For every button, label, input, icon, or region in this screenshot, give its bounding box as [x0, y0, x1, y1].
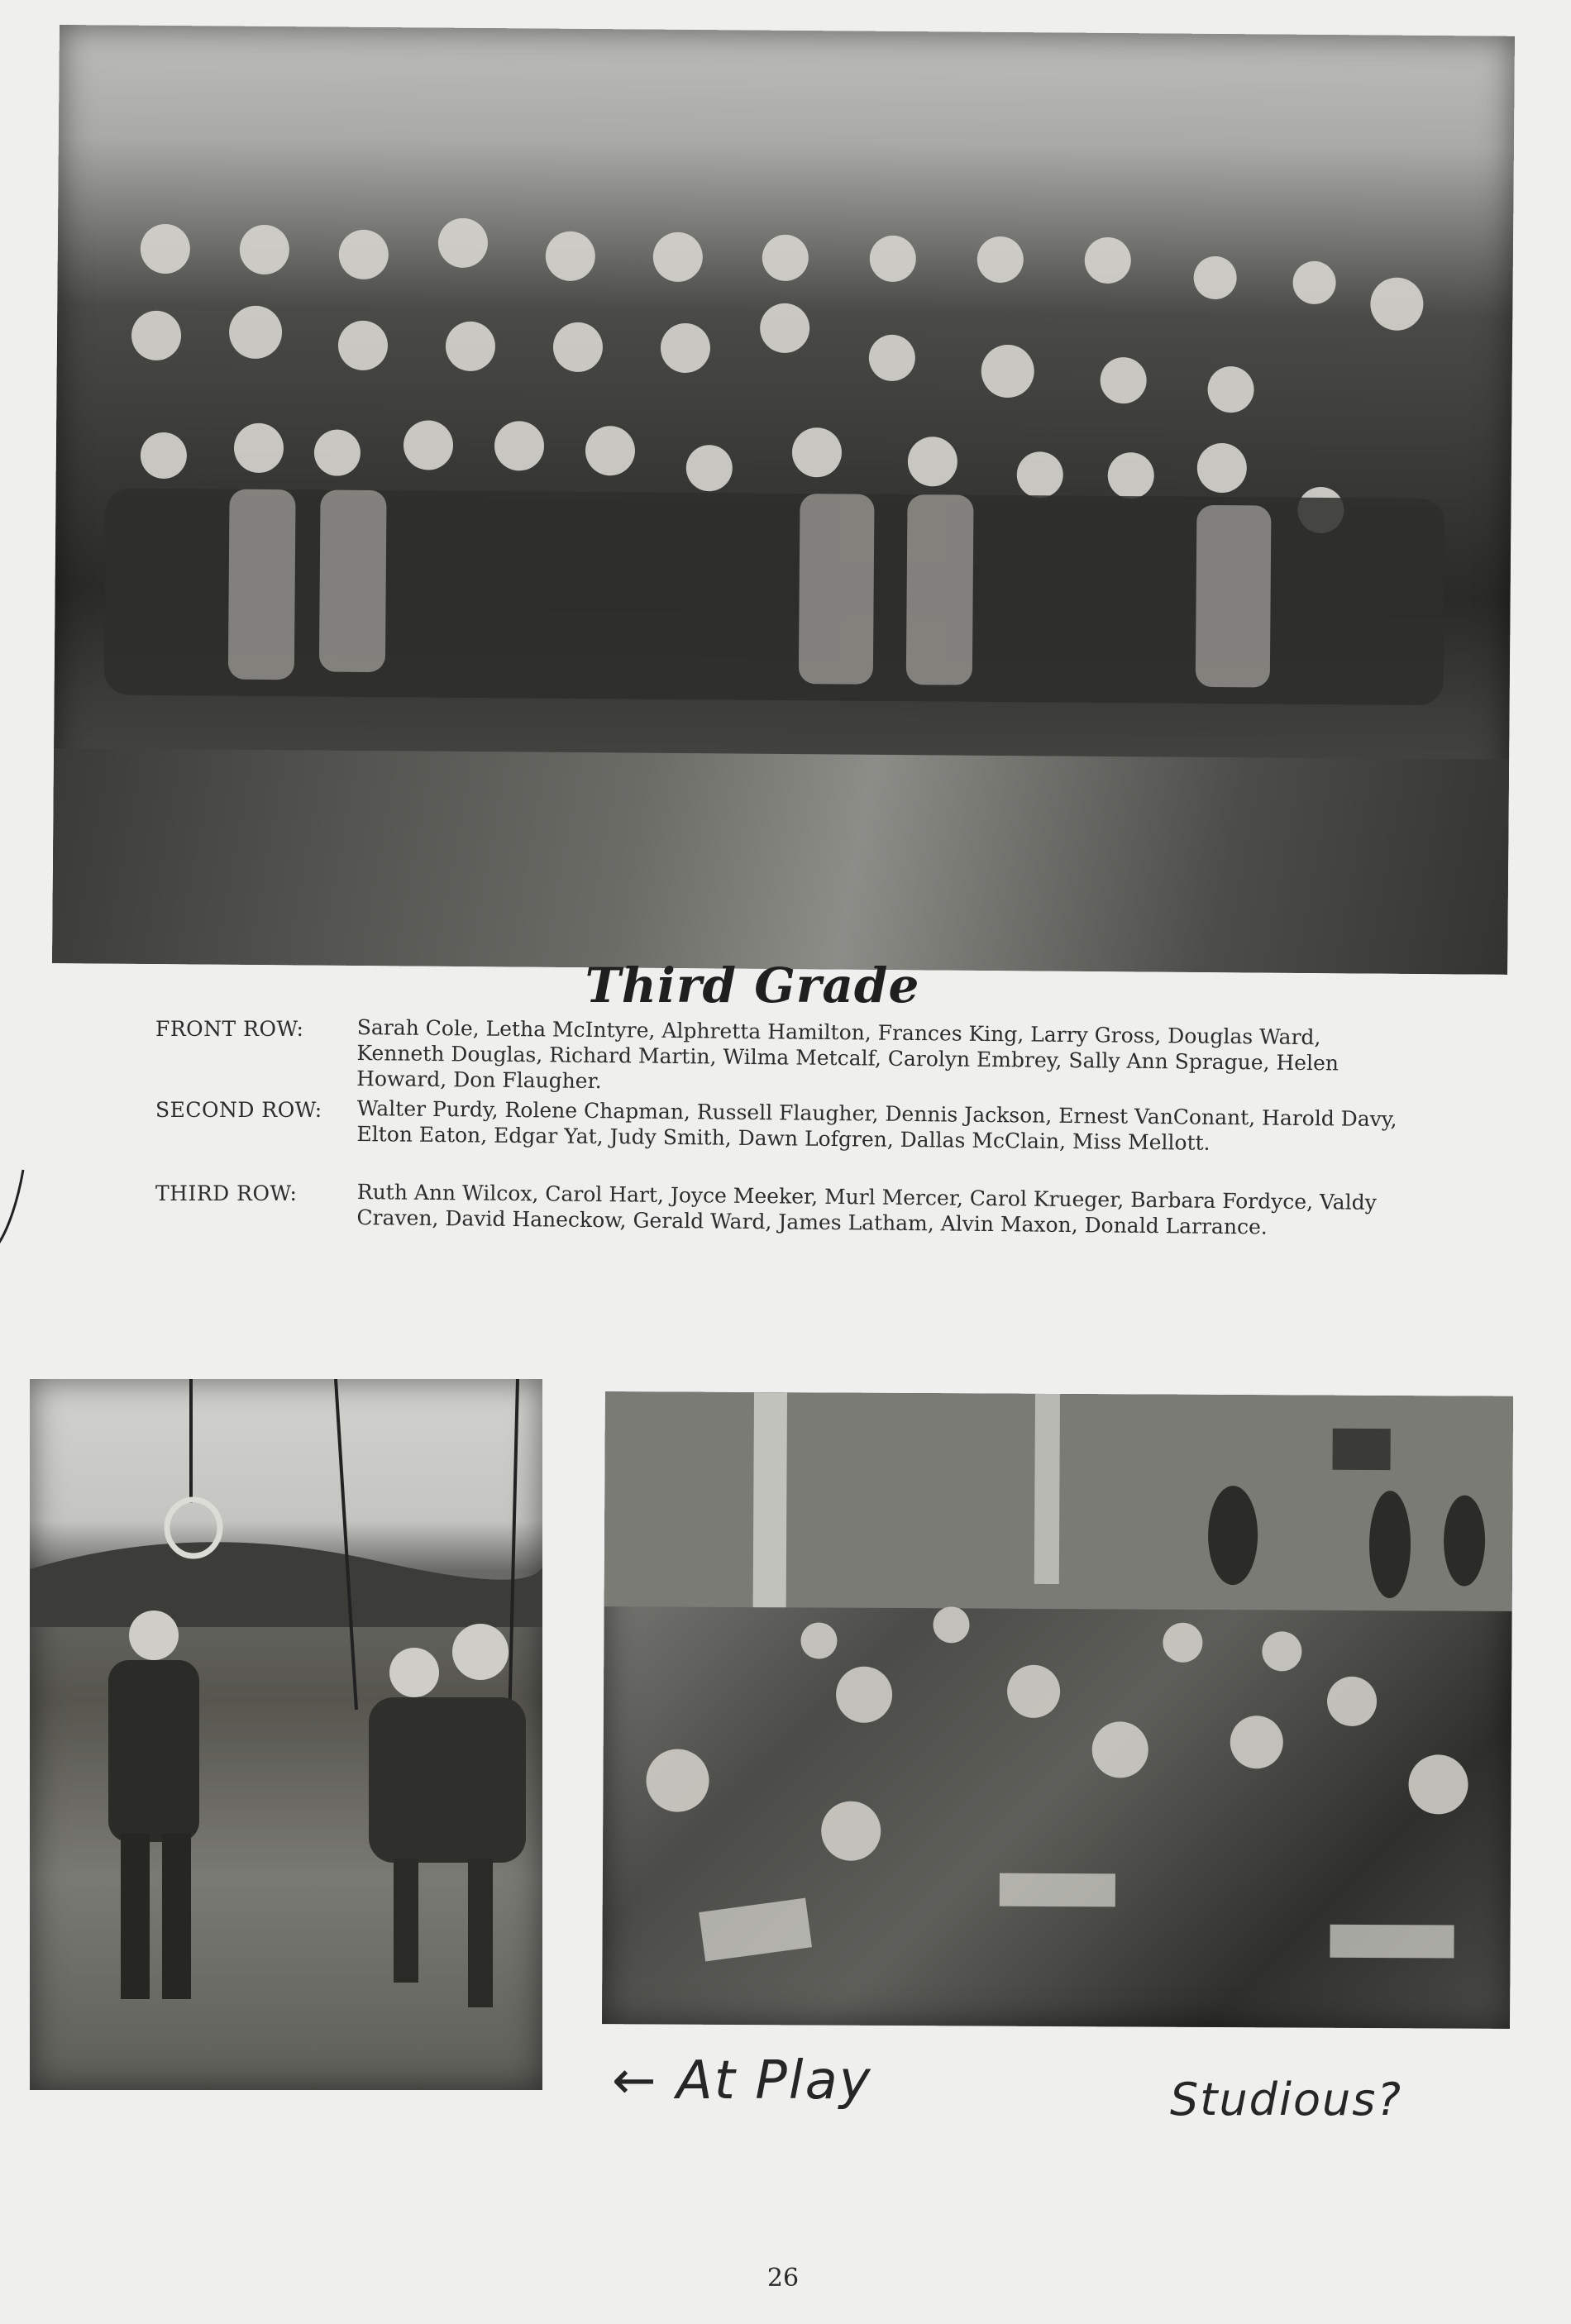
class-photo [52, 25, 1515, 975]
caption-studious: Studious? [1170, 2073, 1403, 2126]
swing-scene [30, 1379, 542, 2090]
page-number: 26 [766, 2264, 800, 2293]
row-names-third: Ruth Ann Wilcox, Carol Hart, Joyce Meeker, Murl Mercer, Carol Krueger, Barbara Fordyce, Valdy Craven, David Haneckow, Gerald Ward, James Latham, Alvin Maxon, Donald Larrance. [356, 1180, 1377, 1239]
row-label-front: FRONT ROW: [155, 1017, 304, 1041]
classroom-photo [602, 1391, 1513, 2029]
row-names-second: Walter Purdy, Rolene Chapman, Russell Flaugher, Dennis Jackson, Ernest VanConant, Harold Davy, Elton Eaton, Edgar Yat, Judy Smith, Dawn Lofgren, Dallas McClain, Miss Mellott. [356, 1096, 1397, 1155]
page-title: Third Grade [585, 957, 920, 1014]
students-group [52, 25, 1515, 975]
classroom-scene [602, 1391, 1513, 2029]
row-label-third: THIRD ROW: [155, 1181, 298, 1205]
row-names-front: Sarah Cole, Letha McIntyre, Alphretta Hamilton, Frances King, Larry Gross, Douglas Ward, Kenneth Douglas, Richard Martin, Wilma Metcalf, Carolyn Embrey, Sally Ann Sprague, Helen Howard, Don Flaugher. [356, 1015, 1339, 1094]
caption-at-play: ← At Play [612, 2050, 872, 2112]
play-photo [30, 1379, 542, 2090]
margin-pen-mark [0, 1166, 26, 1257]
row-label-second: SECOND ROW: [155, 1098, 322, 1122]
